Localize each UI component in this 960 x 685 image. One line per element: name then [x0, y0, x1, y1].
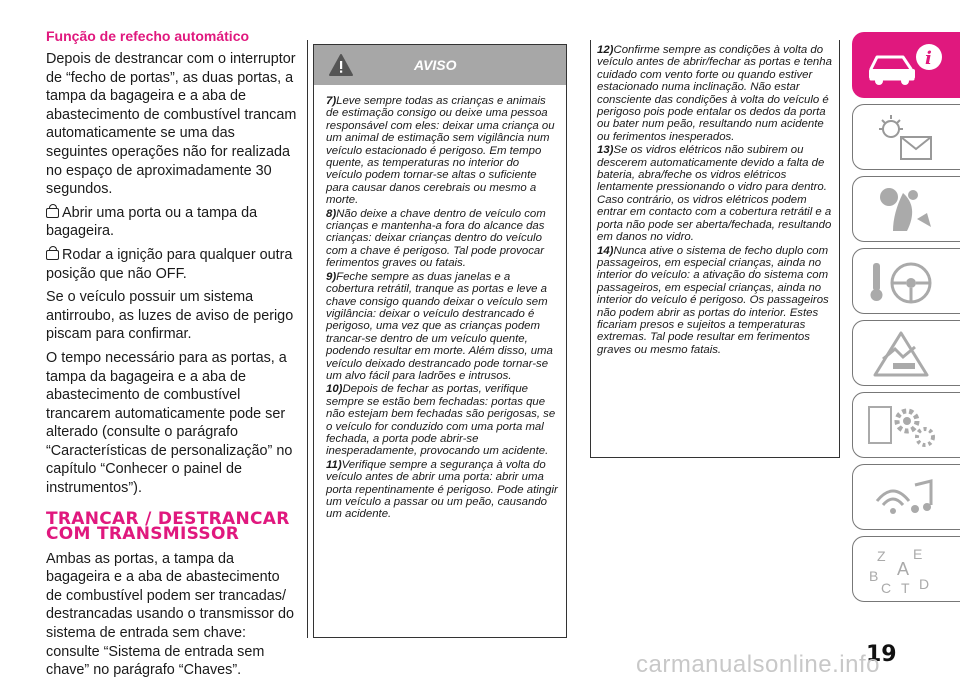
warning-title: AVISO — [414, 57, 457, 73]
svg-text:i: i — [925, 48, 932, 69]
svg-text:A: A — [897, 559, 910, 579]
tab-warning-lights[interactable] — [852, 104, 960, 170]
tab-starting-driving[interactable] — [852, 248, 960, 314]
warning-item: 12)Confirme sempre as condições à volta do veículo antes de abrir/fechar as portas e tenha cuidado com vento forte ou quando estiver estacionado numa inclinação. Não estar consciente das condições à volta do veículo é perigoso pois pode entalar os dedos da porta ou bater num peão, resultando num acidente ou ferimentos inesperados. — [597, 44, 832, 143]
subheading-auto-relock: Função de refecho automático — [46, 28, 250, 44]
warning-item: 9)Feche sempre as duas janelas e a cobertura retrátil, tranque as portas e leve a chave consigo quando deixar o veículo sem vigilância: deixar o veículo destrancado é perigoso, uma vez que as crianças podem trancar-se dentro de um veículo quente, podendo resultar em morte. Além disso, uma veículo deixado destrancado pode tornar-se um alvo fácil para ladrões e intrusos. — [326, 270, 553, 382]
warning-item: 14)Nunca ative o sistema de fecho duplo com passageiros, em especial crianças, ainda no interior do veículo: a ativação do sistema com passageiros, em especial crianças, ainda no interior do veículo é perigoso. Os passageiros não podem abrir as portas do interior. Estes ficariam presos e sujeitos a temperaturas extremas. Tal pode resultar em ferimentos graves ou mesmo fatais. — [597, 244, 829, 356]
paragraph-antitheft: Se o veículo possuir um sistema antirroubo, as luzes de aviso de perigo piscam para confirmar. — [46, 289, 294, 343]
index-letters-icon — [863, 543, 953, 597]
warning-item: 13)Se os vidros elétricos não subirem ou descerem automaticamente devido a falta de bateria, abra/feche os vidros elétricos lentamente pressionando o vidro para dentro. Caso contrário, os vidros elétricos podem entrar em contacto com a cobertura retrátil e a porta não pode ser aberta/fechada, resultando em danos no vidro. — [597, 144, 832, 244]
svg-text:T: T — [901, 580, 910, 596]
tab-car-info[interactable] — [852, 32, 960, 98]
paragraph-time: O tempo necessário para as portas, a tampa da bagageira e a aba de abastecimento de combustível trancarem automaticamente pode ser alterado (consulte o parágrafo “Características de personalização” no capítulo “Conhecer o painel de instrumentos”). — [46, 349, 293, 497]
tab-emergency[interactable] — [852, 320, 960, 386]
step-item: Abrir uma porta ou a tampa da bagageira. — [46, 204, 258, 240]
warning-lights-icon — [863, 111, 953, 165]
airbag-seat-icon — [863, 183, 953, 237]
tab-index[interactable] — [852, 536, 960, 602]
svg-text:D: D — [919, 576, 930, 592]
paragraph-auto-relock: Depois de destrancar com o interruptor de “fecho de portas”, as duas portas, a tampa da bagageira e a aba de abastecimento de combustível trancam automaticamente se uma das seguintes operações não for realizada no espaço de aproximadamente 30 segundos. — [46, 51, 297, 198]
step-icon — [46, 250, 59, 260]
warning-box-continued — [590, 40, 840, 458]
multimedia-icon — [863, 471, 953, 525]
tab-maintenance[interactable] — [852, 392, 960, 458]
step-item: Rodar a ignição para qualquer outra posição que não OFF. — [46, 246, 293, 282]
paragraph-transmitter: Ambas as portas, a tampa da bagageira e a aba de abastecimento de combustível podem ser trancadas/ destrancadas usando o transmissor do sistema de entrada sem chave: consulte “Sistema de entrada sem chave” no parágrafo “Chaves”. — [46, 550, 294, 679]
step-icon — [46, 208, 59, 218]
tab-safety[interactable] — [852, 176, 960, 242]
car-info-icon — [863, 39, 953, 93]
tab-multimedia[interactable] — [852, 464, 960, 530]
column-divider — [307, 40, 308, 638]
section-heading: TRANCAR / DESTRANCAR COM TRANSMISSOR — [46, 508, 290, 544]
warning-text-continued — [591, 40, 839, 356]
svg-text:C: C — [881, 580, 892, 596]
steering-key-icon — [863, 255, 953, 309]
warning-item: 8)Não deixe a chave dentro de veículo com crianças e mantenha-a fora do alcance das crianças: deixar crianças dentro do veículo com a chave é perigoso. Tal pode provocar ferimentos graves ou fatais. — [326, 207, 546, 270]
breakdown-icon — [863, 327, 953, 381]
warning-text — [314, 85, 566, 521]
svg-text:B: B — [869, 568, 879, 584]
svg-text:E: E — [913, 546, 923, 562]
warning-triangle-icon — [328, 53, 354, 77]
warning-header — [314, 45, 566, 85]
maintenance-gears-icon — [863, 399, 953, 453]
left-column — [46, 28, 298, 685]
page-number: 19 — [866, 642, 897, 667]
warning-box — [313, 44, 567, 638]
svg-text:Z: Z — [877, 548, 886, 564]
warning-item: 11)Verifique sempre a segurança à volta do veículo antes de abrir uma porta: abrir uma porta repentinamente é perigoso. Pode atingir um veículo a passar ou um peão, causando um acidente. — [326, 458, 558, 521]
watermark: carmanualsonline.info — [636, 651, 880, 678]
warning-item: 10)Depois de fechar as portas, verifique sempre se estão bem fechadas: portas que não estejam bem fechadas são perigosas, se o veículo for conduzido com uma porta mal fechada, a porta pode abrir-se inesperadamente, provocando um acidente. — [326, 383, 556, 458]
warning-item: 7)Leve sempre todas as crianças e animais de estimação consigo ou deixe uma pessoa responsável com eles: deixar uma criança ou um animal de estimação sem vigilância num veículo estacionado é perigoso. Em tempo quente, as temperaturas no interior do veículo podem tornar-se altas o suficiente para causar danos cerebrais ou mesmo a morte. — [326, 95, 555, 207]
